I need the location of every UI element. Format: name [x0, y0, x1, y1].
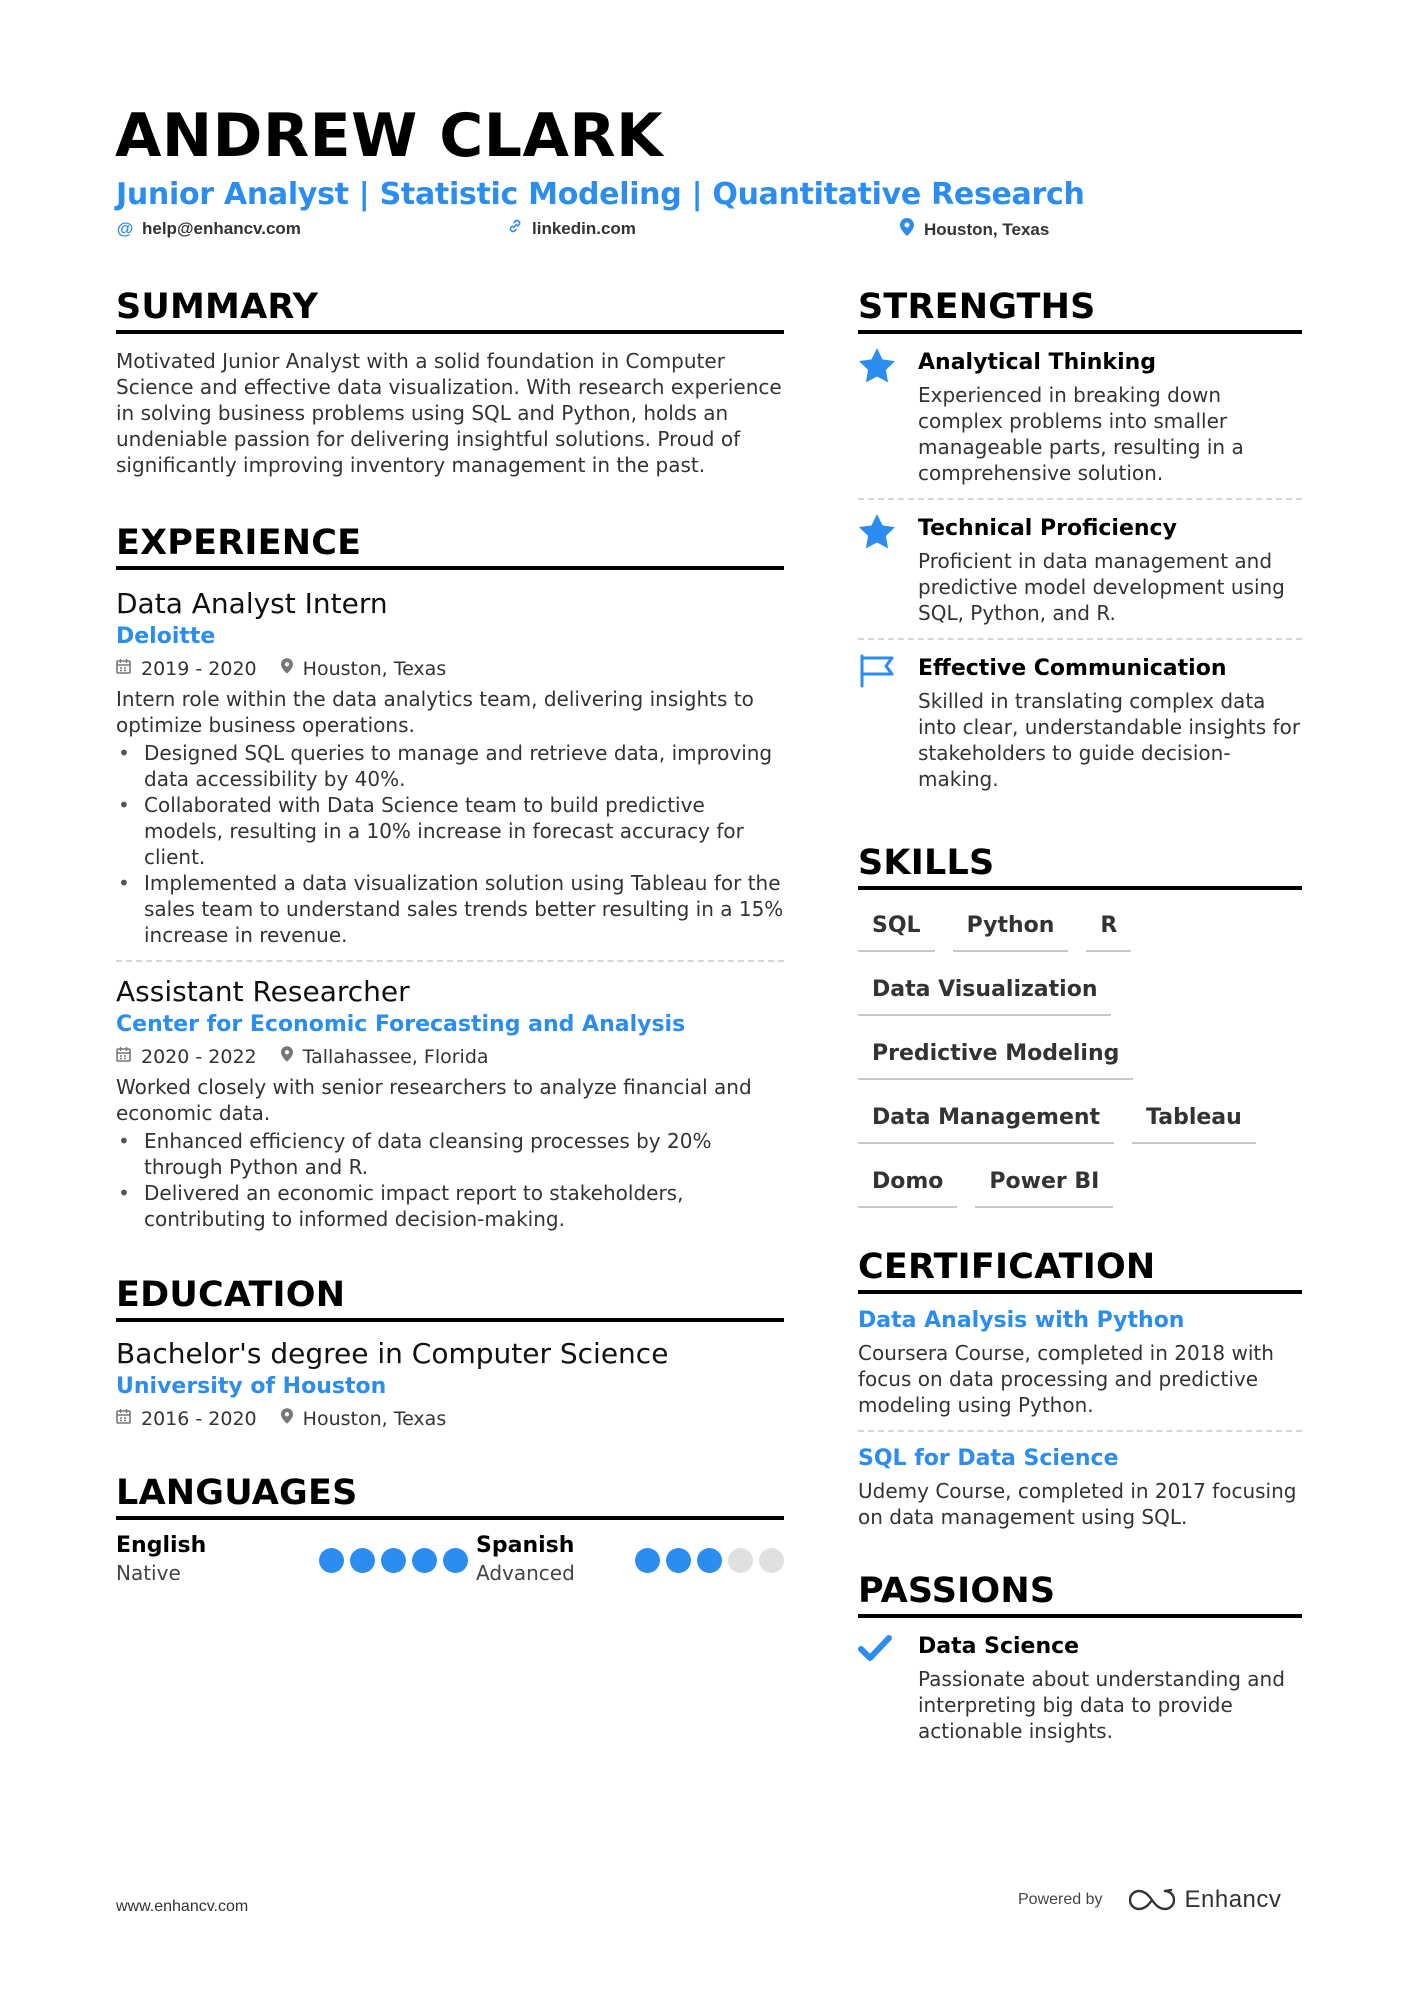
language-name: English — [116, 1533, 207, 1558]
job-dates: 2020 - 2022 — [141, 1046, 257, 1068]
enhancv-logo[interactable] — [1129, 1886, 1282, 1914]
skill-row — [858, 1034, 1302, 1080]
linkedin-text: linkedin.com — [532, 219, 636, 238]
entry-divider — [116, 960, 784, 962]
rating-dot-empty — [728, 1548, 753, 1573]
passion-description: Passionate about understanding and interpreting big data to provide actionable insights. — [918, 1667, 1285, 1743]
rating-dot-filled — [697, 1548, 722, 1573]
calendar-icon — [116, 1044, 131, 1070]
school-name: University of Houston — [116, 1374, 387, 1399]
contact-email[interactable] — [116, 218, 301, 240]
brand-name: Enhancv — [1184, 1886, 1282, 1913]
skill-row — [858, 970, 1302, 1016]
strength-description: Experienced in breaking down complex problems into smaller manageable parts, resulting in a comprehensive solution. — [918, 383, 1244, 485]
job-location: Tallahassee, Florida — [302, 1046, 489, 1068]
skills-heading: SKILLS — [858, 842, 1302, 890]
languages-list — [116, 1532, 784, 1586]
bullet-item: • Implemented a data visualization solution using Tableau for the sales team to understand sales trends better resulting in a 15% increase in revenue. — [116, 870, 784, 948]
strength-title: Analytical Thinking — [918, 350, 1157, 375]
skill-tag: Python — [953, 906, 1069, 952]
right-column — [858, 286, 1302, 1756]
strengths-section — [858, 286, 1302, 804]
education-meta — [116, 1406, 784, 1432]
summary-section — [116, 286, 784, 478]
certification-title: Data Analysis with Python — [858, 1308, 1185, 1333]
language-item — [116, 1532, 476, 1586]
job-bullets — [116, 740, 784, 948]
strength-item — [858, 500, 1302, 638]
passions-heading: PASSIONS — [858, 1570, 1302, 1618]
summary-text: Motivated Junior Analyst with a solid foundation in Computer Science and effective data visualization. With research experience in solving business problems using SQL and Python, holds an undeniable passion for delivering insightful solutions. Proud of significantly improving inventory management in the past. — [116, 349, 782, 477]
languages-section — [116, 1472, 784, 1586]
contact-location — [898, 218, 1049, 242]
language-item — [476, 1532, 784, 1586]
job-meta — [116, 656, 784, 682]
flag-icon — [858, 654, 918, 792]
summary-heading: SUMMARY — [116, 286, 784, 334]
language-rating — [635, 1548, 784, 1573]
experience-entry — [116, 586, 784, 948]
certification-item — [858, 1306, 1302, 1418]
passions-section — [858, 1570, 1302, 1756]
strength-item — [858, 334, 1302, 498]
rating-dot-empty — [759, 1548, 784, 1573]
bullet-item: • Designed SQL queries to manage and retrieve data, improving data accessibility by 40%. — [116, 740, 784, 792]
job-description: Worked closely with senior researchers to analyze financial and economic data. — [116, 1075, 752, 1125]
infinity-logo-icon — [1129, 1888, 1175, 1912]
experience-entry — [116, 974, 784, 1232]
skill-tag: R — [1086, 906, 1131, 952]
job-bullets — [116, 1128, 784, 1232]
company-name: Center for Economic Forecasting and Analysis — [116, 1012, 686, 1037]
certification-item — [858, 1444, 1302, 1530]
education-dates: 2016 - 2020 — [141, 1408, 257, 1430]
experience-section — [116, 522, 784, 1232]
education-section — [116, 1274, 784, 1432]
skill-tag: Tableau — [1132, 1098, 1256, 1144]
education-heading: EDUCATION — [116, 1274, 784, 1322]
at-icon: @ — [116, 219, 134, 238]
strength-description: Proficient in data management and predictive model development using SQL, Python, and R. — [918, 549, 1285, 625]
job-dates: 2019 - 2020 — [141, 658, 257, 680]
rating-dot-filled — [412, 1548, 437, 1573]
certification-heading: CERTIFICATION — [858, 1246, 1302, 1294]
footer-branding — [1018, 1886, 1281, 1914]
skills-section — [858, 842, 1302, 1208]
job-title: Assistant Researcher — [116, 975, 410, 1008]
powered-by-text: Powered by — [1018, 1891, 1103, 1908]
entry-divider — [858, 1430, 1302, 1432]
rating-dot-filled — [319, 1548, 344, 1573]
bullet-item: • Delivered an economic impact report to stakeholders, contributing to informed decision-making. — [116, 1180, 784, 1232]
passion-title: Data Science — [918, 1634, 1080, 1659]
star-icon — [858, 514, 918, 626]
bullet-item: • Collaborated with Data Science team to build predictive models, resulting in a 10% increase in forecast accuracy for client. — [116, 792, 784, 870]
calendar-icon — [116, 656, 131, 682]
education-entry — [116, 1336, 784, 1432]
job-meta — [116, 1044, 784, 1070]
calendar-icon — [116, 1406, 131, 1432]
language-level: Native — [116, 1561, 181, 1585]
strengths-heading: STRENGTHS — [858, 286, 1302, 334]
skill-tag: Domo — [858, 1162, 957, 1208]
skill-row — [858, 1162, 1302, 1208]
location-text: Houston, Texas — [924, 220, 1050, 239]
certification-description: Coursera Course, completed in 2018 with focus on data processing and predictive modeling using Python. — [858, 1341, 1274, 1417]
checkmark-icon — [858, 1632, 918, 1744]
skill-tag: SQL — [858, 906, 935, 952]
language-rating — [319, 1548, 468, 1573]
candidate-name: ANDREW CLARK — [115, 101, 664, 171]
location-pin-icon — [281, 1044, 293, 1070]
contact-linkedin[interactable] — [506, 218, 636, 240]
language-name: Spanish — [476, 1533, 575, 1558]
rating-dot-filled — [666, 1548, 691, 1573]
skill-tag: Data Visualization — [858, 970, 1111, 1016]
job-description: Intern role within the data analytics team, delivering insights to optimize business operations. — [116, 687, 754, 737]
strength-item — [858, 640, 1302, 804]
rating-dot-filled — [443, 1548, 468, 1573]
bullet-item: • Enhanced efficiency of data cleansing processes by 20% through Python and R. — [116, 1128, 784, 1180]
passion-item — [858, 1618, 1302, 1756]
location-pin-icon — [281, 1406, 293, 1432]
skills-list — [858, 906, 1302, 1208]
company-name: Deloitte — [116, 624, 216, 649]
job-location: Houston, Texas — [302, 658, 447, 680]
strength-description: Skilled in translating complex data into clear, understandable insights for stakeholders to guide decision-making. — [918, 689, 1301, 791]
email-text: help@enhancv.com — [142, 219, 301, 238]
link-icon — [506, 218, 524, 240]
skill-row — [858, 1098, 1302, 1144]
location-pin-icon — [281, 656, 293, 682]
rating-dot-filled — [350, 1548, 375, 1573]
skill-tag: Power BI — [975, 1162, 1113, 1208]
certification-title: SQL for Data Science — [858, 1446, 1119, 1471]
degree-title: Bachelor's degree in Computer Science — [116, 1337, 669, 1370]
skill-row — [858, 906, 1302, 952]
star-icon — [858, 348, 918, 486]
language-level: Advanced — [476, 1561, 575, 1585]
certification-section — [858, 1246, 1302, 1530]
languages-heading: LANGUAGES — [116, 1472, 784, 1520]
left-column — [116, 286, 784, 1586]
skill-tag: Data Management — [858, 1098, 1114, 1144]
education-location: Houston, Texas — [302, 1408, 447, 1430]
strength-title: Effective Communication — [918, 656, 1227, 681]
rating-dot-filled — [635, 1548, 660, 1573]
footer-website[interactable]: www.enhancv.com — [116, 1898, 249, 1915]
experience-heading: EXPERIENCE — [116, 522, 784, 570]
candidate-subtitle: Junior Analyst | Statistic Modeling | Quantitative Research — [116, 177, 1085, 212]
certification-description: Udemy Course, completed in 2017 focusing on data management using SQL. — [858, 1479, 1297, 1529]
skill-tag: Predictive Modeling — [858, 1034, 1133, 1080]
strength-title: Technical Proficiency — [918, 516, 1177, 541]
rating-dot-filled — [381, 1548, 406, 1573]
job-title: Data Analyst Intern — [116, 587, 388, 620]
location-pin-icon — [898, 218, 916, 242]
